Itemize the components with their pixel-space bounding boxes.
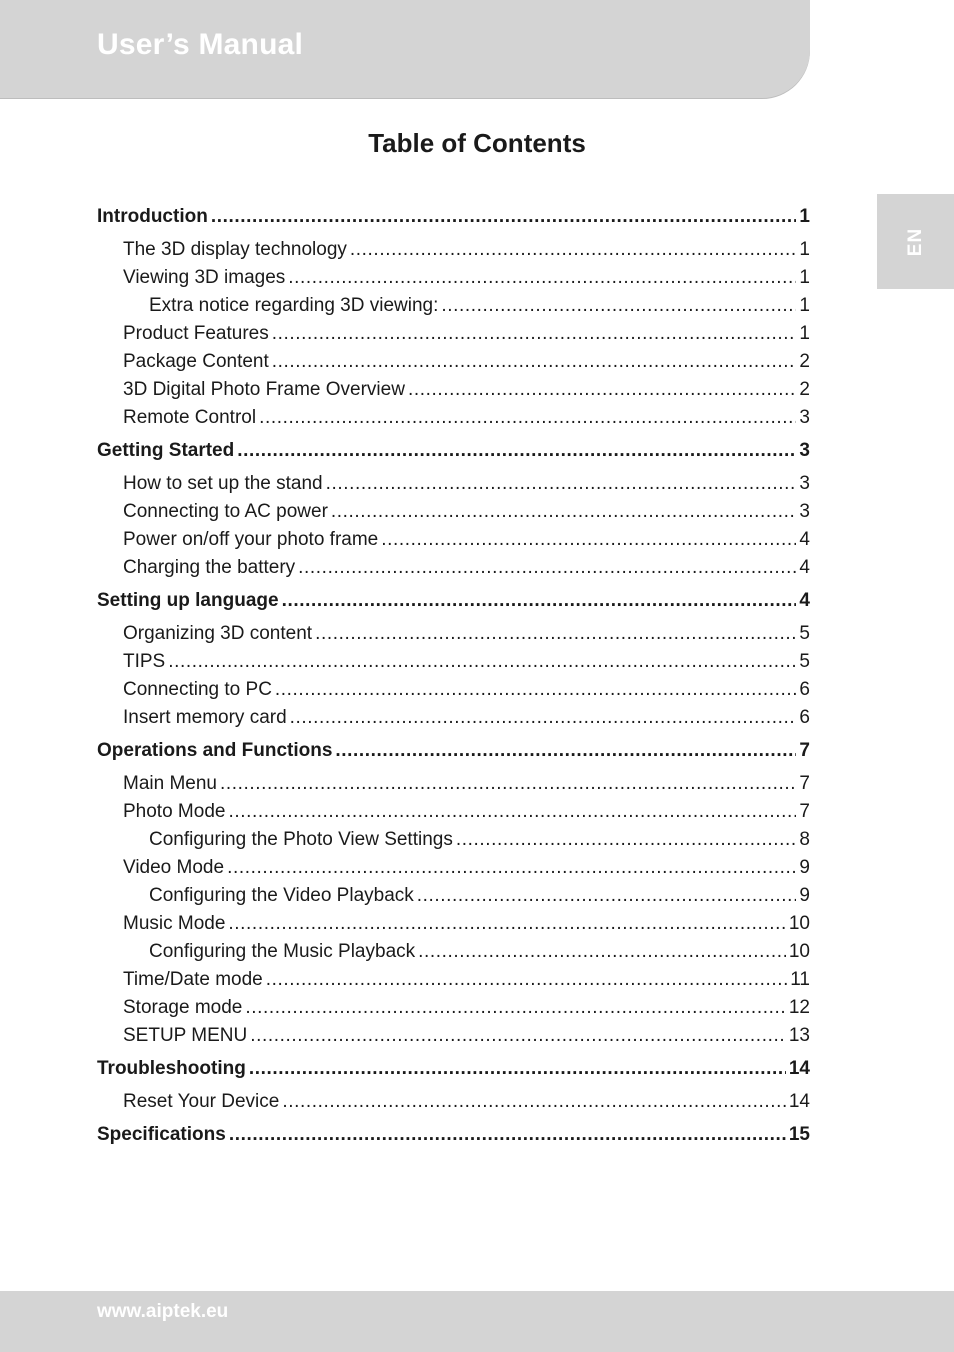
toc-entry[interactable]	[123, 376, 810, 404]
dot-leader	[315, 620, 796, 648]
toc-section[interactable]	[97, 737, 810, 765]
toc-entry[interactable]	[123, 264, 810, 292]
toc-entry-label: Music Mode	[123, 913, 226, 934]
toc-entry[interactable]	[123, 470, 810, 498]
toc-entry[interactable]	[123, 320, 810, 348]
language-tab	[877, 194, 954, 289]
dot-leader	[331, 498, 797, 526]
toc-section[interactable]	[97, 203, 810, 231]
toc-entry-page: 8	[799, 829, 810, 850]
toc-entry-label: Extra notice regarding 3D viewing:	[149, 295, 439, 316]
dot-leader	[249, 1055, 786, 1083]
toc-entry-label: Getting Started	[97, 440, 235, 461]
toc-entry-page: 10	[788, 913, 810, 934]
toc-entry-page: 7	[799, 773, 810, 794]
dot-leader	[350, 236, 797, 264]
toc-entry[interactable]	[123, 498, 810, 526]
dot-leader	[272, 348, 797, 376]
toc-entry-label: Introduction	[97, 206, 208, 227]
toc-entry-page: 7	[799, 740, 810, 761]
dot-leader	[298, 554, 796, 582]
toc-entry-label: Photo Mode	[123, 801, 226, 822]
dot-leader	[290, 704, 797, 732]
toc-entry-page: 4	[799, 557, 810, 578]
dot-leader	[245, 994, 786, 1022]
toc-entry-page: 6	[799, 707, 810, 728]
toc-section[interactable]	[97, 1055, 810, 1083]
toc-entry-label: Organizing 3D content	[123, 623, 313, 644]
toc-entry-page: 1	[799, 295, 810, 316]
toc-entry-page: 1	[799, 206, 810, 227]
toc-entry[interactable]	[123, 236, 810, 264]
dot-leader	[272, 320, 797, 348]
toc-entry-page: 11	[790, 969, 810, 990]
dot-leader	[168, 648, 796, 676]
toc-entry[interactable]	[123, 526, 810, 554]
toc-entry-label: Package Content	[123, 351, 269, 372]
dot-leader	[288, 264, 796, 292]
toc-entry-label: Remote Control	[123, 407, 257, 428]
dot-leader	[335, 737, 796, 765]
toc-section[interactable]	[97, 437, 810, 465]
toc-entry-page: 12	[788, 997, 810, 1018]
toc-entry-page: 14	[788, 1058, 810, 1079]
toc-entry-page: 1	[799, 239, 810, 260]
toc-entry[interactable]	[123, 554, 810, 582]
toc-entry-label: Storage mode	[123, 997, 243, 1018]
toc-entry-label: Configuring the Video Playback	[149, 885, 414, 906]
toc-entry[interactable]	[123, 620, 810, 648]
dot-leader	[229, 1121, 786, 1149]
toc-entry-page: 5	[799, 623, 810, 644]
toc-entry-page: 13	[788, 1025, 810, 1046]
dot-leader	[441, 292, 796, 320]
dot-leader	[250, 1022, 786, 1050]
dot-leader	[417, 882, 797, 910]
toc-entry-page: 3	[799, 501, 810, 522]
dot-leader	[456, 826, 797, 854]
toc-entry-label: Insert memory card	[123, 707, 287, 728]
toc-entry[interactable]	[123, 910, 810, 938]
toc-entry[interactable]	[123, 854, 810, 882]
toc-entry-label: Operations and Functions	[97, 740, 333, 761]
dot-leader	[227, 854, 796, 882]
toc-entry-page: 4	[799, 529, 810, 550]
dot-leader	[326, 470, 797, 498]
toc-entry-label: Charging the battery	[123, 557, 296, 578]
toc-entry[interactable]	[123, 994, 810, 1022]
toc-entry-page: 2	[799, 351, 810, 372]
toc-section[interactable]	[97, 587, 810, 615]
toc-entry[interactable]	[123, 704, 810, 732]
dot-leader	[275, 676, 797, 704]
toc-entry-page: 9	[799, 857, 810, 878]
toc-entry[interactable]	[123, 648, 810, 676]
toc-entry[interactable]	[123, 348, 810, 376]
language-label: EN	[904, 227, 926, 256]
dot-leader	[228, 798, 796, 826]
dot-leader	[266, 966, 788, 994]
toc-entry[interactable]	[123, 798, 810, 826]
toc-entry-page: 1	[799, 267, 810, 288]
toc-entry[interactable]	[123, 676, 810, 704]
toc-entry-label: How to set up the stand	[123, 473, 323, 494]
manual-title: User’s Manual	[97, 28, 304, 61]
toc-entry-page: 6	[799, 679, 810, 700]
toc-entry-page: 3	[799, 440, 810, 461]
toc-entry-label: Product Features	[123, 323, 269, 344]
footer-band	[0, 1291, 954, 1352]
toc-entry-page: 4	[799, 590, 810, 611]
toc-entry-label: Power on/off your photo frame	[123, 529, 379, 550]
toc-section[interactable]	[97, 1121, 810, 1149]
toc-entry-label: Connecting to AC power	[123, 501, 328, 522]
dot-leader	[211, 203, 797, 231]
toc-entry-label: Troubleshooting	[97, 1058, 246, 1079]
toc-entry-label: SETUP MENU	[123, 1025, 248, 1046]
dot-leader	[228, 910, 785, 938]
toc-entry[interactable]	[123, 1088, 810, 1116]
dot-leader	[418, 938, 786, 966]
toc-entry-label: TIPS	[123, 651, 166, 672]
toc-entry[interactable]	[123, 404, 810, 432]
toc-entry-label: Setting up language	[97, 590, 279, 611]
toc-entry-page: 7	[799, 801, 810, 822]
toc-entry-page: 3	[799, 473, 810, 494]
toc-entry-page: 9	[799, 885, 810, 906]
header-band	[0, 0, 810, 98]
toc-entry-page: 15	[788, 1124, 810, 1145]
toc-entry-page: 5	[799, 651, 810, 672]
toc-entry-page: 10	[788, 941, 810, 962]
toc-entry[interactable]	[149, 292, 810, 320]
toc-entry-page: 2	[799, 379, 810, 400]
toc-entry-label: Main Menu	[123, 773, 217, 794]
toc-entry-label: Configuring the Photo View Settings	[149, 829, 453, 850]
footer-url: www.aiptek.eu	[97, 1301, 229, 1322]
toc-entry[interactable]	[149, 826, 810, 854]
toc-entry-label: Specifications	[97, 1124, 226, 1145]
toc-entry-label: Time/Date mode	[123, 969, 263, 990]
dot-leader	[282, 587, 797, 615]
toc-entry-label: Reset Your Device	[123, 1091, 280, 1112]
toc-entry[interactable]	[123, 770, 810, 798]
toc-entry-label: Configuring the Music Playback	[149, 941, 416, 962]
toc-entry-label: Video Mode	[123, 857, 225, 878]
toc-entry-label: The 3D display technology	[123, 239, 347, 260]
dot-leader	[259, 404, 796, 432]
toc-entry[interactable]	[123, 966, 810, 994]
toc-entry[interactable]	[123, 1022, 810, 1050]
toc-entry-label: Viewing 3D images	[123, 267, 286, 288]
toc-entry-label: Connecting to PC	[123, 679, 272, 700]
toc-entry-page: 1	[799, 323, 810, 344]
toc-title: Table of Contents	[368, 128, 586, 158]
dot-leader	[381, 526, 796, 554]
dot-leader	[408, 376, 796, 404]
toc-entry-label: 3D Digital Photo Frame Overview	[123, 379, 405, 400]
dot-leader	[282, 1088, 786, 1116]
toc-entry[interactable]	[149, 882, 810, 910]
dot-leader	[237, 437, 796, 465]
toc-entry-page: 14	[788, 1091, 810, 1112]
toc-entry-page: 3	[799, 407, 810, 428]
toc-entry[interactable]	[149, 938, 810, 966]
dot-leader	[220, 770, 796, 798]
